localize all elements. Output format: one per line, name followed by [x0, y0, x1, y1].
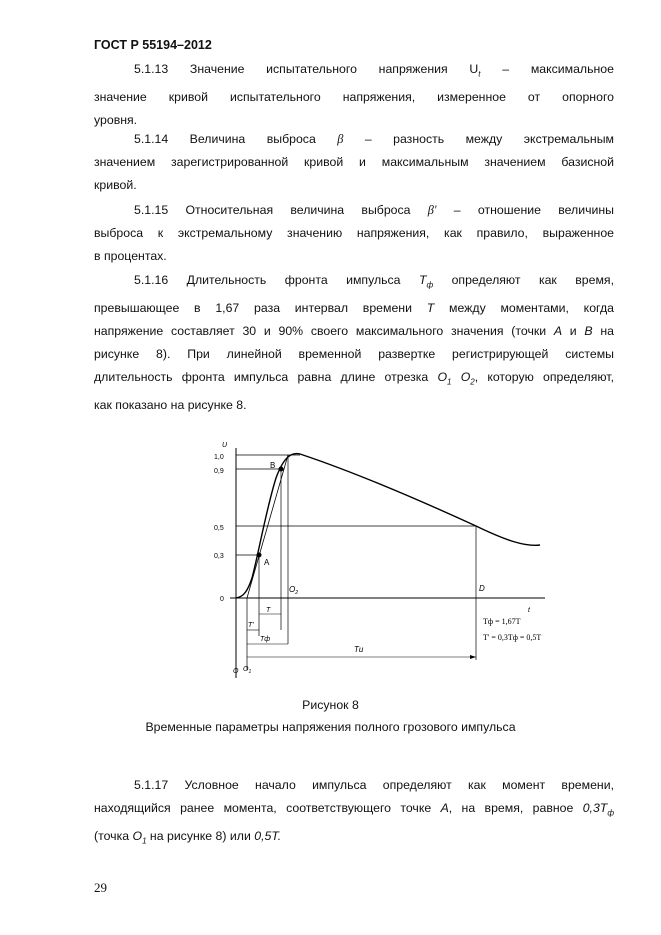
paragraph-line: 5.1.15 Относительная величина выброса β' – отношение величины [134, 203, 614, 217]
y-tick-1-0: 1,0 [214, 454, 224, 461]
dim-tu-arrow [470, 655, 476, 659]
paragraph-line: находящийся ранее момента, соответствующего точке A, на время, равное $0,3T_ф$ [94, 801, 614, 818]
o2-label: $O_2$ [289, 585, 299, 596]
y-tick-0: 0 [220, 596, 224, 603]
document-code: ГОСТ Р 55194–2012 [94, 38, 212, 52]
figure-number: Рисунок 8 [302, 698, 359, 712]
paragraph-line: (точка $O_1$ на рисунке 8) или 0,5T. [94, 828, 282, 846]
y-tick-0-9: 0,9 [214, 468, 224, 475]
label-tu: Tи [354, 645, 364, 654]
paragraph-line: 5.1.14 Величина выброса β – разность между экстремальным [134, 132, 614, 146]
point-b-marker [279, 467, 284, 472]
paragraph-line: 5.1.16 Длительность фронта импульса $T_ф$ определяют как время, [134, 273, 614, 290]
paragraph-line: длительность фронта импульса равна длине отрезка $O_1$ $O_2$, которую определяют, [94, 370, 614, 387]
point-b-label: B [270, 461, 276, 470]
label-t: T [266, 607, 271, 614]
point-a-marker [257, 553, 262, 558]
paragraph-line: выброса к экстремальному значению напряжения, как правило, выраженное [94, 226, 614, 241]
paragraph-line: рисунке 8). При линейной временной развертке регистрирующей системы [94, 347, 614, 362]
paragraph-line: превышающее в 1,67 раза интервал времени T между моментами, когда [94, 300, 614, 315]
label-tf: Tф [260, 636, 271, 643]
page-number: 29 [94, 880, 107, 895]
paragraph-line: как показано на рисунке 8. [94, 397, 247, 412]
paragraph-line: 5.1.17 Условное начало импульса определяют как момент времени, [134, 778, 614, 792]
figure-caption: Временные параметры напряжения полного грозового импульса [145, 720, 516, 734]
y-tick-0-5: 0,5 [214, 525, 224, 532]
front-tangent-line [247, 455, 288, 598]
y-axis-label: U [222, 442, 228, 449]
label-o: O [233, 668, 239, 675]
paragraph-5-1-17 [94, 774, 614, 853]
point-d-label: D [479, 584, 485, 593]
formula-tf: Tф = 1,67T [483, 617, 521, 626]
label-t-prime: T' [248, 622, 254, 629]
point-a-label: A [264, 558, 270, 567]
paragraph-line: кривой. [94, 178, 137, 193]
paragraph-line: напряжение составляет 30 и 90% своего максимального значения (точки A и B на [94, 323, 614, 338]
paragraph-line: значением зарегистрированной кривой и максимальным значением базисной [94, 155, 614, 170]
paragraph-line: уровня. [94, 112, 138, 127]
paragraph-line: 5.1.13 Значение испытательного напряжения $U_t$ – максимальное [134, 62, 614, 79]
paragraph-line: в процентах. [94, 249, 167, 264]
y-tick-0-3: 0,3 [214, 553, 224, 560]
label-o1: $O_1$ [243, 666, 252, 675]
x-axis-label: t [528, 607, 530, 614]
formula-t-prime: T' = 0,3Tф = 0,5T [483, 633, 542, 642]
paragraph-line: значение кривой испытательного напряжения, измеренное от опорного [94, 89, 614, 104]
